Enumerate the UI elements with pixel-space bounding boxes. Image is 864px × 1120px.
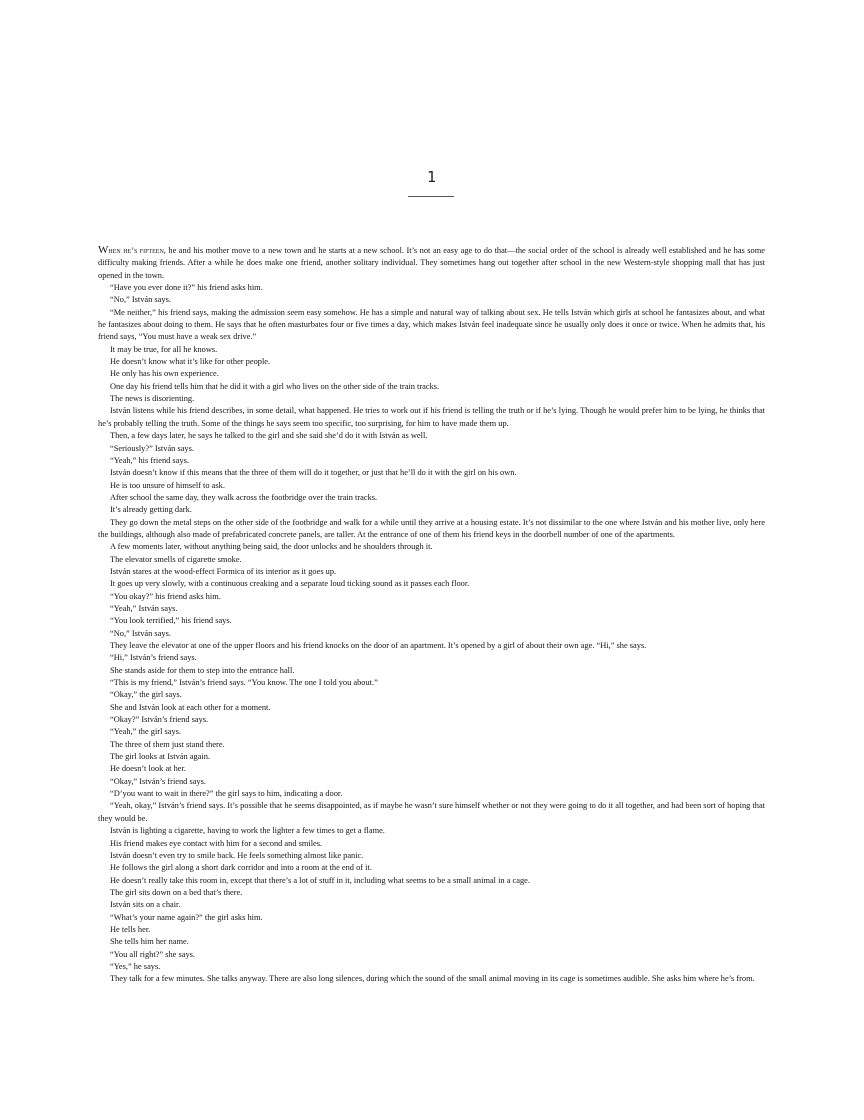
- paragraph: The three of them just stand there.: [110, 739, 225, 749]
- lead-smallcaps: hen he’s fifteen,: [108, 246, 166, 255]
- paragraph: István listens while his friend describes, in some detail, what happened. He tries to work out if his friend is telling the truth or if he’s lying. Though he would prefer him to be lying, he thinks that he’s probably telling the truth. Some of the things he says seem too specific, too surprising, for him to have made them up.: [98, 406, 765, 428]
- paragraph: István stares at the wood-effect Formica of its interior as it goes up.: [110, 566, 337, 576]
- paragraph: His friend makes eye contact with him for a second and smiles.: [110, 838, 323, 848]
- paragraph: “D’you want to wait in there?” the girl says to him, indicating a door.: [110, 789, 343, 799]
- paragraph: “Have you ever done it?” his friend asks him.: [110, 283, 263, 293]
- paragraph: “This is my friend,” István’s friend says. “You know. The one I told you about.”: [110, 678, 378, 688]
- paragraph: “Yeah,” the girl says.: [110, 727, 182, 737]
- paragraph: She stands aside for them to step into the entrance hall.: [110, 665, 295, 675]
- paragraph: They leave the elevator at one of the upper floors and his friend knocks on the door of an apartment. It’s opened by a girl of about their own age. “Hi,” she says.: [110, 641, 647, 650]
- paragraph: “You okay?” his friend asks him.: [110, 591, 221, 601]
- paragraph: István doesn’t know if this means that the three of them will do it together, or just that he’ll do it with the girl on his own.: [110, 468, 517, 478]
- paragraph: “Hi,” István’s friend says.: [110, 653, 197, 663]
- paragraph: “No,” István says.: [110, 295, 171, 305]
- paragraph: It may be true, for all he knows.: [110, 344, 218, 354]
- paragraph: One day his friend tells him that he did it with a girl who lives on the other side of the train tracks.: [110, 381, 440, 391]
- paragraph: “What’s your name again?” the girl asks him.: [110, 912, 263, 922]
- paragraph: She and István look at each other for a moment.: [110, 702, 271, 712]
- paragraph: “You all right?” she says.: [110, 949, 195, 959]
- paragraph: The girl sits down on a bed that’s there.: [110, 887, 243, 897]
- paragraph: The girl looks at István again.: [110, 752, 211, 762]
- paragraph: “Okay,” István’s friend says.: [110, 776, 206, 786]
- paragraph: The news is disorienting.: [110, 394, 195, 404]
- paragraph: A few moments later, without anything being said, the door unlocks and he shoulders through it.: [110, 542, 433, 552]
- book-page: [98, 0, 765, 1120]
- paragraph: István doesn’t even try to smile back. He feels something almost like panic.: [110, 850, 364, 860]
- paragraph: “Okay?” István’s friend says.: [110, 715, 209, 725]
- paragraph: He doesn’t look at her.: [110, 764, 186, 774]
- paragraph: Then, a few days later, he says he talked to the girl and she said she’d do it with István as well.: [110, 431, 428, 441]
- paragraph: “No,” István says.: [110, 628, 171, 638]
- opening-text: he and his mother move to a new town and he starts at a new school. It’s not an easy age to do that—the social order of the school is already well established and he has some difficulty making friends. After a while he does make one friend, another solitary individual. They sometimes hang out together after school in the new Western-style shopping mall that has just opened in the town.: [98, 246, 765, 280]
- chapter-divider: [408, 196, 454, 197]
- paragraph: He doesn’t know what it’s like for other people.: [110, 357, 271, 367]
- paragraph: He follows the girl along a short dark corridor and into a room at the end of it.: [110, 863, 372, 873]
- paragraph: He only has his own experience.: [110, 369, 219, 379]
- paragraph: He tells her.: [110, 924, 151, 934]
- paragraph: “Seriously?” István says.: [110, 443, 194, 453]
- paragraph: István is lighting a cigarette, having to work the lighter a few times to get a flame.: [110, 826, 385, 836]
- paragraph: “You look terrified,” his friend says.: [110, 616, 232, 626]
- paragraph: “Yes,” he says.: [110, 961, 161, 971]
- paragraph: “Me neither,” his friend says, making the admission seem easy somehow. He has a simple and natural way of talking about sex. He tells István which girls at school he fantasizes about, and what he fantasizes about doing to them. He says that he often masturbates four or five times a day, which makes István feel inadequate since he usually only does it once or twice. When he admits that, his friend says, “You must have a weak sex drive.”: [98, 307, 765, 342]
- paragraph: He is too unsure of himself to ask.: [110, 480, 225, 490]
- chapter-body: [98, 244, 765, 986]
- paragraph: After school the same day, they walk across the footbridge over the train tracks.: [110, 492, 378, 502]
- paragraph: “Yeah, okay,” István’s friend says. It’s possible that he seems disappointed, as if maybe he wasn’t sure himself whether or not they were going to do it all together, and had been sort of hoping that they would be.: [98, 801, 765, 823]
- paragraph: He doesn’t really take this room in, except that there’s a lot of stuff in it, including what seems to be a small animal in a cage.: [110, 875, 530, 885]
- lead-initial: W: [98, 244, 109, 256]
- paragraph: István sits on a chair.: [110, 900, 181, 910]
- paragraph: The elevator smells of cigarette smoke.: [110, 554, 242, 564]
- paragraph: “Okay,” the girl says.: [110, 690, 182, 700]
- paragraph: They talk for a few minutes. She talks anyway. There are also long silences, during which the sound of the small animal moving in its cage is sometimes audible. She asks him where he’s from.: [110, 974, 755, 984]
- paragraph: “Yeah,” István says.: [110, 603, 178, 613]
- paragraph: She tells him her name.: [110, 937, 189, 947]
- paragraph: It goes up very slowly, with a continuous creaking and a separate loud ticking sound as it passes each floor.: [110, 579, 470, 589]
- paragraph: They go down the metal steps on the other side of the footbridge and walk for a while until they arrive at a housing estate. It’s not dissimilar to the one where István and his mother live, only here the buildings, although also made of prefabricated concrete panels, are taller. At the entrance of one of them his friend keys in the doorbell number of one of the apartments.: [98, 517, 765, 539]
- paragraph: “Yeah,” his friend says.: [110, 455, 189, 465]
- chapter-number: 1: [426, 168, 437, 186]
- opening-paragraph: [98, 244, 765, 282]
- paragraph: It’s already getting dark.: [110, 505, 192, 515]
